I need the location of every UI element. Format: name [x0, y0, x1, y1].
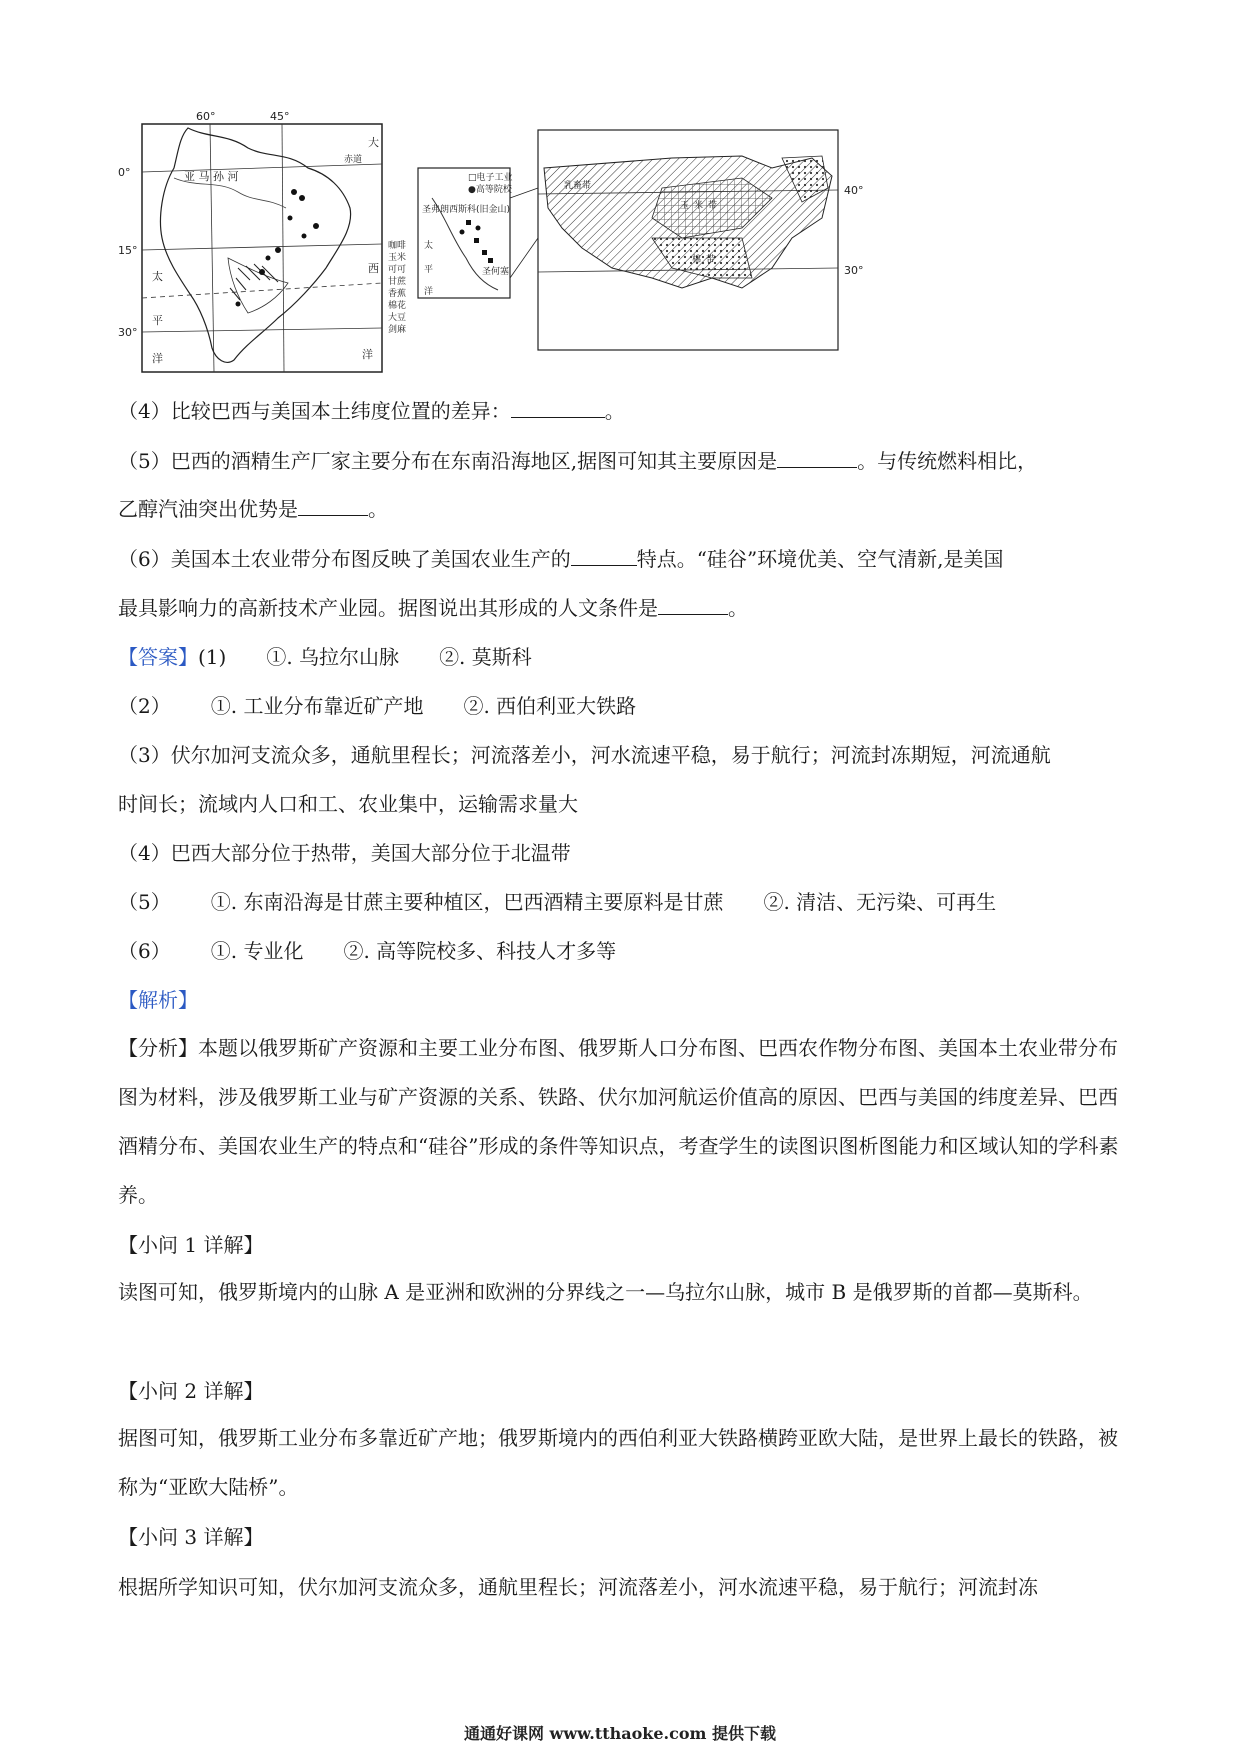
brazil-crop-map [118, 108, 418, 378]
legend-item-5: 棉花 [388, 301, 407, 311]
inset-legend-electronics: □电子工业 [468, 173, 513, 183]
inset-pacific-yang: 洋 [424, 287, 434, 297]
page-footer: 通通好课网 www.tthaoke.com 提供下载 [463, 1724, 777, 1743]
answer-2 [118, 693, 1128, 719]
q5-text-1: （5）巴西的酒精生产厂家主要分布在东南沿海地区,据图可知其主要原因是 [118, 449, 778, 473]
answer-2-part-1: ①. 工业分布靠近矿产地 [210, 694, 424, 718]
inset-legend-universities: ●高等院校 [468, 185, 512, 195]
belt-char-0: 玉 [680, 201, 690, 211]
question-5-line-1 [118, 448, 1128, 474]
lat-0-label: 0° [118, 166, 131, 179]
answer-1-num: (1) [198, 645, 227, 669]
lon-60-label: 60° [196, 110, 216, 123]
ocean-yang-label: 洋 [362, 348, 373, 361]
analysis-tag: 【解析】 [118, 988, 198, 1012]
pacific-tai-label: 太 [152, 270, 163, 283]
belt-char-1: 米 [694, 201, 704, 211]
answer-6-part-1: ①. 专业化 [210, 939, 304, 963]
q5-text-1-suffix: 。与传统燃料相比， [857, 449, 1038, 473]
q5-text-2-suffix: 。 [368, 497, 388, 521]
question-6-line-2 [118, 595, 1128, 621]
answer-5-num: （5） [118, 890, 171, 914]
legend-item-4: 香蕉 [388, 289, 407, 299]
answer-4: （4）巴西大部分位于热带，美国大部分位于北温带 [118, 841, 571, 865]
answer-6 [118, 938, 1128, 964]
usa-map-svg [412, 128, 912, 354]
q4-suffix: 。 [604, 399, 625, 423]
q5-text-2: 乙醇汽油突出优势是 [118, 497, 298, 521]
answer-tag: 【答案】 [118, 645, 198, 669]
answer-2-num: （2） [118, 694, 171, 718]
answer-1-part-2: ②. 莫斯科 [439, 645, 532, 669]
question-6-line-1 [118, 546, 1128, 572]
sub-question-3-text: 根据所学知识可知，伏尔加河支流众多，通航里程长；河流落差小，河水流速平稳，易于航行；河流封冻 [118, 1575, 1038, 1599]
q5-blank-2 [298, 497, 368, 516]
belt-char-4: 带 [706, 255, 716, 265]
q6-text-1-suffix: 特点。“硅谷”环境优美、空气清新,是美国 [636, 547, 1004, 571]
sub-question-1-text: 读图可知，俄罗斯境内的山脉 A 是亚洲和欧洲的分界线之一—乌拉尔山脉，城市 B 是俄罗斯的首都—莫斯科。 [118, 1280, 1093, 1304]
sub-question-2-title: 【小问 2 详解】 [118, 1379, 264, 1403]
ocean-xi-label: 西 [368, 262, 379, 275]
legend-item-6: 大豆 [388, 313, 407, 323]
pacific-yang-label: 洋 [152, 352, 163, 365]
answer-3-line-1: （3）伏尔加河支流众多，通航里程长；河流落差小，河水流速平稳，易于航行；河流封冻期短，河流通航 [118, 743, 1051, 767]
answer-3-line-2: 时间长；流域内人口和工、农业集中，运输需求量大 [118, 792, 578, 816]
answer-1 [118, 644, 1128, 670]
q6-blank-1 [571, 547, 637, 566]
inset-city-label: 圣何塞 [482, 267, 510, 277]
inset-pacific-tai: 太 [424, 241, 434, 251]
legend-item-7: 剑麻 [388, 325, 407, 335]
answer-6-part-2: ②. 高等院校多、科技人才多等 [343, 939, 617, 963]
question-4 [118, 398, 1128, 424]
legend-item-3: 甘蔗 [388, 277, 407, 287]
lat-40-label: 40° [844, 184, 864, 197]
question-5-line-2 [118, 496, 1128, 522]
answer-1-part-1: ①. 乌拉尔山脉 [266, 645, 400, 669]
ocean-da-label: 大 [368, 136, 379, 149]
usa-agriculture-map [412, 128, 912, 354]
lon-45-label: 45° [270, 110, 290, 123]
lat-15-label: 15° [118, 244, 138, 257]
answer-5-part-1: ①. 东南沿海是甘蔗主要种植区，巴西酒精主要原料是甘蔗 [210, 890, 724, 914]
lat-30-label-usa: 30° [844, 264, 864, 277]
pacific-ping-label: 平 [152, 314, 163, 327]
legend-item-1: 玉米 [388, 253, 407, 263]
answer-6-num: （6） [118, 939, 171, 963]
q4-text: （4）比较巴西与美国本土纬度位置的差异： [118, 399, 511, 423]
brazil-map-svg [118, 108, 418, 378]
sub-question-1-title: 【小问 1 详解】 [118, 1233, 264, 1257]
q6-text-2-suffix: 。 [728, 596, 748, 620]
inset-pacific-ping: 平 [424, 265, 434, 275]
belt-dairy-label: 乳畜带 [564, 181, 592, 191]
legend-item-0: 咖啡 [388, 241, 407, 251]
q6-text-2: 最具影响力的高新技术产业园。据图说出其形成的人文条件是 [118, 596, 658, 620]
q6-text-1: （6）美国本土农业带分布图反映了美国农业生产的 [118, 547, 571, 571]
q6-blank-2 [658, 596, 728, 615]
sub-question-2-text: 据图可知，俄罗斯工业分布多靠近矿产地；俄罗斯境内的西伯利亚大铁路横跨亚欧大陆，是世界上最长的铁路，被称为“亚欧大陆桥”。 [118, 1426, 1118, 1499]
amazon-label: 亚 马 孙 河 [184, 170, 239, 183]
belt-char-2: 带 [708, 201, 718, 211]
analysis-fenxi: 【分析】本题以俄罗斯矿产资源和主要工业分布图、俄罗斯人口分布图、巴西农作物分布图、美国本土农业带分布图为材料，涉及俄罗斯工业与矿产资源的关系、铁路、伏尔加河航运价值高的原因、巴西与美国的纬度差异、巴西酒精分布、美国农业生产的特点和“硅谷”形成的条件等知识点，考查学生的读图识图析图能力和区域认知的学科素养。 [118, 1036, 1119, 1207]
equator-label: 赤道 [344, 155, 363, 165]
legend-item-2: 可可 [388, 265, 407, 275]
sub-question-3-title: 【小问 3 详解】 [118, 1525, 264, 1549]
belt-char-3: 棉 [692, 255, 702, 265]
answer-2-part-2: ②. 西伯利亚大铁路 [463, 694, 637, 718]
q5-blank-1 [777, 449, 857, 468]
answer-5 [118, 889, 1128, 915]
answer-5-part-2: ②. 清洁、无污染、可再生 [763, 890, 997, 914]
lat-30-label: 30° [118, 326, 138, 339]
inset-title: 圣弗朗西斯科(旧金山) [422, 205, 511, 215]
q4-blank [511, 399, 605, 418]
crop-legend [388, 239, 407, 335]
